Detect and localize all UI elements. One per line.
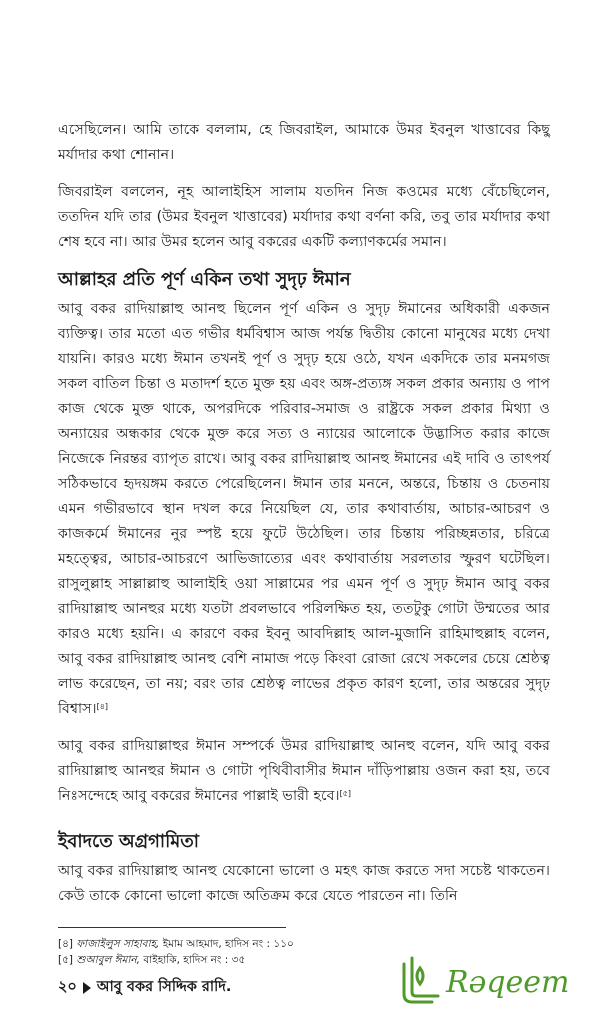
watermark-text: Rəqeem [446,965,570,1000]
paragraph-text: আবু বকর রাদিয়াল্লাহুর ঈমান সম্পর্কে উমর রাদিয়াল্লাহু আনহু বলেন, যদি আবু বকর রাদিয়াল্লাহু আনহুর ঈমান ও গোটা পৃথিবীবাসীর ঈমান দাঁড়িপাল্লায় ওজন করা হয়, তবে নিঃসন্দেহে আবু বকরের ঈমানের পাল্লাই ভারী হবে। [58,738,550,804]
footnote-number: [৫] [58,954,74,966]
footnote-ref[interactable]: [৪] [96,702,109,711]
footnote-number: [৪] [58,938,74,950]
page-body [58,118,550,1000]
footnote-divider [58,927,286,928]
rokeem-logo [398,950,588,1010]
paragraph [58,297,550,722]
footnote-ref[interactable]: [৫] [339,789,352,798]
footnote-source-detail: ইমাম আহমাদ, হাদিস নং : ১১০ [159,938,294,950]
paragraph: জিবরাইল বললেন, নূহ আলাইহিস সালাম যতদিন নিজ কওমের মধ্যে বেঁচেছিলেন, ততদিন যদি তার (উমর ইবনুল খাত্তাবের) মর্যাদার কথা বর্ণনা করি, তবু তার মর্যাদার কথা শেষ হবে না। আর উমর হলেন আবু বকরের একটি কল্যাণকর্মের সমান। [58,184,550,250]
paragraph-text: আবু বকর রাদিয়াল্লাহু আনহু ছিলেন পূর্ণ একিন ও সুদৃঢ় ঈমানের অধিকারী একজন ব্যক্তিত্ব। তার মতো এত গভীর ধর্মবিশ্বাস আজ পর্যন্ত দ্বিতীয় কোনো মানুষের মধ্যে দেখা যায়নি। কারও মধ্যে ঈমান তখনই পূর্ণ ও সুদৃঢ় হয়ে ওঠে, যখন একদিকে তার মনমগজ সকল বাতিল চিন্তা ও মতাদর্শ হতে মুক্ত হয় এবং অঙ্গ-প্রত্যঙ্গ সকল প্রকার অন্যায় ও পাপ কাজ থেকে মুক্ত থাকে, অপরদিকে পরিবার-সমাজ ও রাষ্ট্রকে সকল প্রকার মিথ্যা ও অন্যায়ের অন্ধকার থেকে মুক্ত করে সত্য ও ন্যায়ের আলোকে উদ্ভাসিত করার কাজে নিজেকে নিরন্তর ব্যাপৃত রাখে। আবু বকর রাদিয়াল্লাহু আনহু ঈমানের এই দাবি ও তাৎপর্য সঠিকভাবে হৃদয়ঙ্গম করতে পেরেছিলেন। ঈমান তার মননে, অন্তরে, চিন্তায় ও চেতনায় এমন গভীরভাবে স্থান দখল করে নিয়েছিল যে, তার কথাবার্তায়, আচার-আচরণ ও কাজকর্মে ঈমানের নুর স্পষ্ট হয়ে ফুটে উঠেছিল। তার চিন্তায় পরিচ্ছন্নতার, চরিত্রে মহত্ত্বের, আচার-আচরণে আভিজাত্যের এবং কথাবার্তায় সরলতার স্ফুরণ ঘটেছিল। রাসুলুল্লাহ সাল্লাল্লাহু আলাইহি ওয়া সাল্লামের পর এমন পূর্ণ ও সুদৃঢ় ঈমান আবু বকর রাদিয়াল্লাহু আনহুর মধ্যে যতটা প্রবলভাবে পরিলক্ষিত হয়, ততটুকু গোটা উম্মতের আর কারও মধ্যে হয়নি। এ কারণে বকর ইবনু আবদিল্লাহ আল-মুজানি রাহিমাহুল্লাহ বলেন, আবু বকর রাদিয়াল্লাহু আনহু বেশি নামাজ পড়ে কিংবা রোজা রেখে সকলের চেয়ে শ্রেষ্ঠত্ব লাভ করেছেন, তা নয়; বরং তার শ্রেষ্ঠত্ব লাভের প্রকৃত কারণ হলো, তার অন্তরের সুদৃঢ় বিশ্বাস। [58,301,550,717]
footnote-source-title: শুআবুল ঈমান, [76,954,140,966]
paragraph [58,734,550,809]
section-heading: ইবাদতে অগ্রগামিতা [58,831,200,852]
footnote-source-detail: বাইহাকি, হাদিস নং : ৩৫ [140,954,246,966]
book-title: আবু বকর সিদ্দিক রাদি. [96,979,232,995]
section-heading: আল্লাহর প্রতি পূর্ণ একিন তথা সুদৃঢ় ঈমান [58,269,351,290]
footnote-source-title: ফাজাইলুস সাহাবাহ, [76,938,160,950]
triangle-right-icon [83,982,91,994]
page-number: ২০ [58,979,77,995]
paragraph: এসেছিলেন। আমি তাকে বললাম, হে জিবরাইল, আমাকে উমর ইবনুল খাত্তাবের কিছু মর্যাদার কথা শোনান। [58,122,550,163]
paragraph: আবু বকর রাদিয়াল্লাহু আনহু যেকোনো ভালো ও মহৎ কাজ করতে সদা সচেষ্ট থাকতেন। কেউ তাকে কোনো ভালো কাজে অতিক্রম করে যেতে পারতেন না। তিনি [58,863,550,904]
